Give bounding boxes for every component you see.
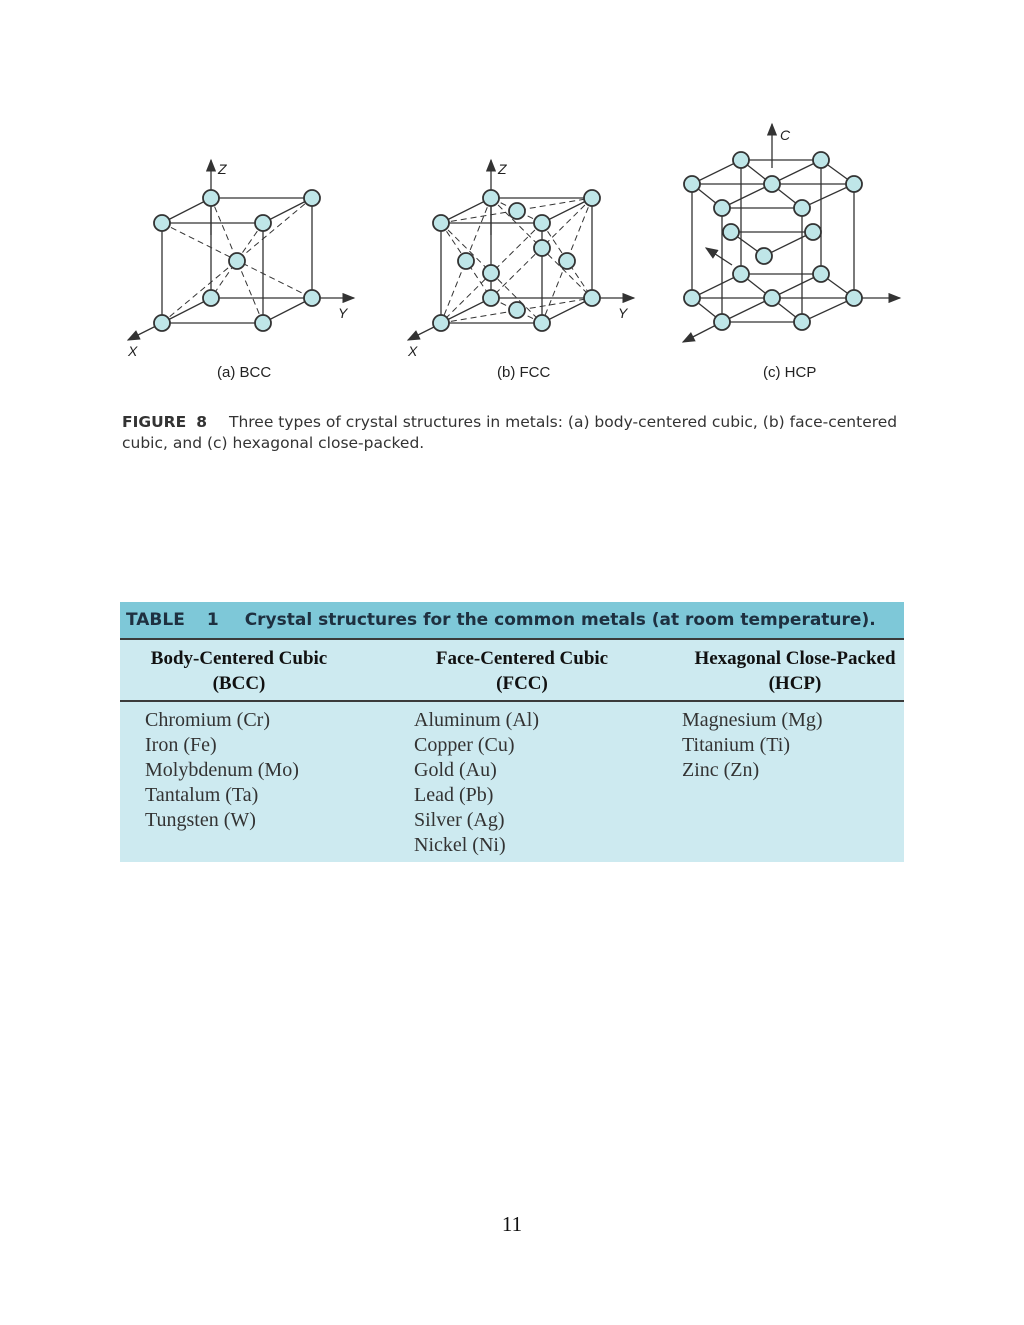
fcc-caption: (b) FCC — [497, 364, 551, 381]
hcp-atoms — [684, 152, 862, 330]
atom — [304, 290, 320, 306]
atom — [805, 224, 821, 240]
table-cell: Iron (Fe) — [145, 734, 217, 756]
atom — [764, 290, 780, 306]
atom — [255, 315, 271, 331]
fcc-x-axis-label: X — [408, 343, 418, 359]
crystal-structures-table — [120, 602, 904, 862]
atom — [846, 290, 862, 306]
atom — [813, 152, 829, 168]
bcc-x-axis-label: X — [128, 343, 138, 359]
atom — [764, 176, 780, 192]
table-cell: Nickel (Ni) — [414, 834, 506, 856]
atom — [733, 152, 749, 168]
atom — [154, 315, 170, 331]
header-hcp — [686, 640, 904, 700]
figure-caption-text: Three types of crystal structures in metals: (a) body-centered cubic, (b) face-centered cubic, and (c) hexagonal close-packed. — [122, 413, 898, 452]
table-cell: Magnesium (Mg) — [682, 709, 823, 731]
atom — [255, 215, 271, 231]
bcc-z-axis-label: Z — [218, 161, 227, 177]
atom — [584, 190, 600, 206]
bcc-atoms — [154, 190, 320, 331]
atom — [584, 290, 600, 306]
column-fcc — [389, 708, 657, 862]
bcc-diagram — [128, 160, 354, 340]
atom — [483, 290, 499, 306]
atom — [714, 314, 730, 330]
header-line: Body-Centered Cubic — [150, 648, 328, 669]
atom — [534, 215, 550, 231]
hcp-c-axis-label: C — [780, 127, 791, 143]
fcc-y-axis-label: Y — [618, 305, 628, 321]
atom — [733, 266, 749, 282]
table-number: 1 — [206, 610, 219, 630]
table-cell: Tantalum (Ta) — [145, 784, 259, 806]
atom — [433, 215, 449, 231]
atom — [794, 314, 810, 330]
atom — [846, 176, 862, 192]
table-cell: Copper (Cu) — [414, 734, 515, 756]
table-cell: Tungsten (W) — [145, 809, 256, 831]
table-cell: Titanium (Ti) — [682, 734, 791, 756]
fcc-z-axis-label: Z — [498, 161, 507, 177]
header-line: (BCC) — [212, 673, 266, 694]
hcp-caption: (c) HCP — [763, 364, 817, 381]
header-line: (HCP) — [768, 673, 822, 694]
table-cell: Silver (Ag) — [414, 809, 505, 831]
table-cell: Aluminum (Al) — [414, 709, 539, 731]
atom — [509, 302, 525, 318]
table-cell: Chromium (Cr) — [145, 709, 270, 731]
atom — [714, 200, 730, 216]
atom — [794, 200, 810, 216]
column-hcp — [657, 708, 904, 862]
table-label: TABLE — [126, 610, 185, 630]
hcp-diagram — [683, 124, 900, 342]
table-header-row — [120, 640, 904, 702]
atom — [483, 265, 499, 281]
header-line: Face-Centered Cubic — [435, 648, 609, 669]
atom — [154, 215, 170, 231]
atom — [756, 248, 772, 264]
figure-number: 8 — [196, 413, 207, 431]
atom — [723, 224, 739, 240]
column-bcc — [120, 708, 389, 862]
atom — [203, 190, 219, 206]
table-cell: Zinc (Zn) — [682, 759, 760, 781]
table-body — [120, 702, 904, 862]
atom — [813, 266, 829, 282]
atom — [509, 203, 525, 219]
header-bcc — [120, 640, 358, 700]
atom — [534, 315, 550, 331]
atom — [684, 176, 700, 192]
table-title-bar — [120, 602, 904, 640]
page-number: 11 — [501, 1212, 523, 1236]
crystal-structures-figure — [110, 110, 910, 360]
atom — [483, 190, 499, 206]
header-line: (FCC) — [496, 673, 548, 694]
header-fcc — [358, 640, 686, 700]
bcc-y-axis-label: Y — [338, 305, 348, 321]
table-cell: Lead (Pb) — [414, 784, 494, 806]
atom — [203, 290, 219, 306]
atom — [458, 253, 474, 269]
bcc-caption: (a) BCC — [217, 364, 272, 381]
atom — [433, 315, 449, 331]
figure-label: FIGURE — [122, 413, 187, 431]
header-line: Hexagonal Close-Packed — [694, 648, 896, 669]
figure-caption — [122, 412, 902, 454]
atom — [534, 240, 550, 256]
table-title: Crystal structures for the common metals (at room temperature). — [244, 610, 876, 630]
atom — [559, 253, 575, 269]
table-cell: Molybdenum (Mo) — [145, 759, 299, 781]
table-cell: Gold (Au) — [414, 759, 497, 781]
fcc-atoms — [433, 190, 600, 331]
atom — [684, 290, 700, 306]
atom — [229, 253, 245, 269]
atom — [304, 190, 320, 206]
